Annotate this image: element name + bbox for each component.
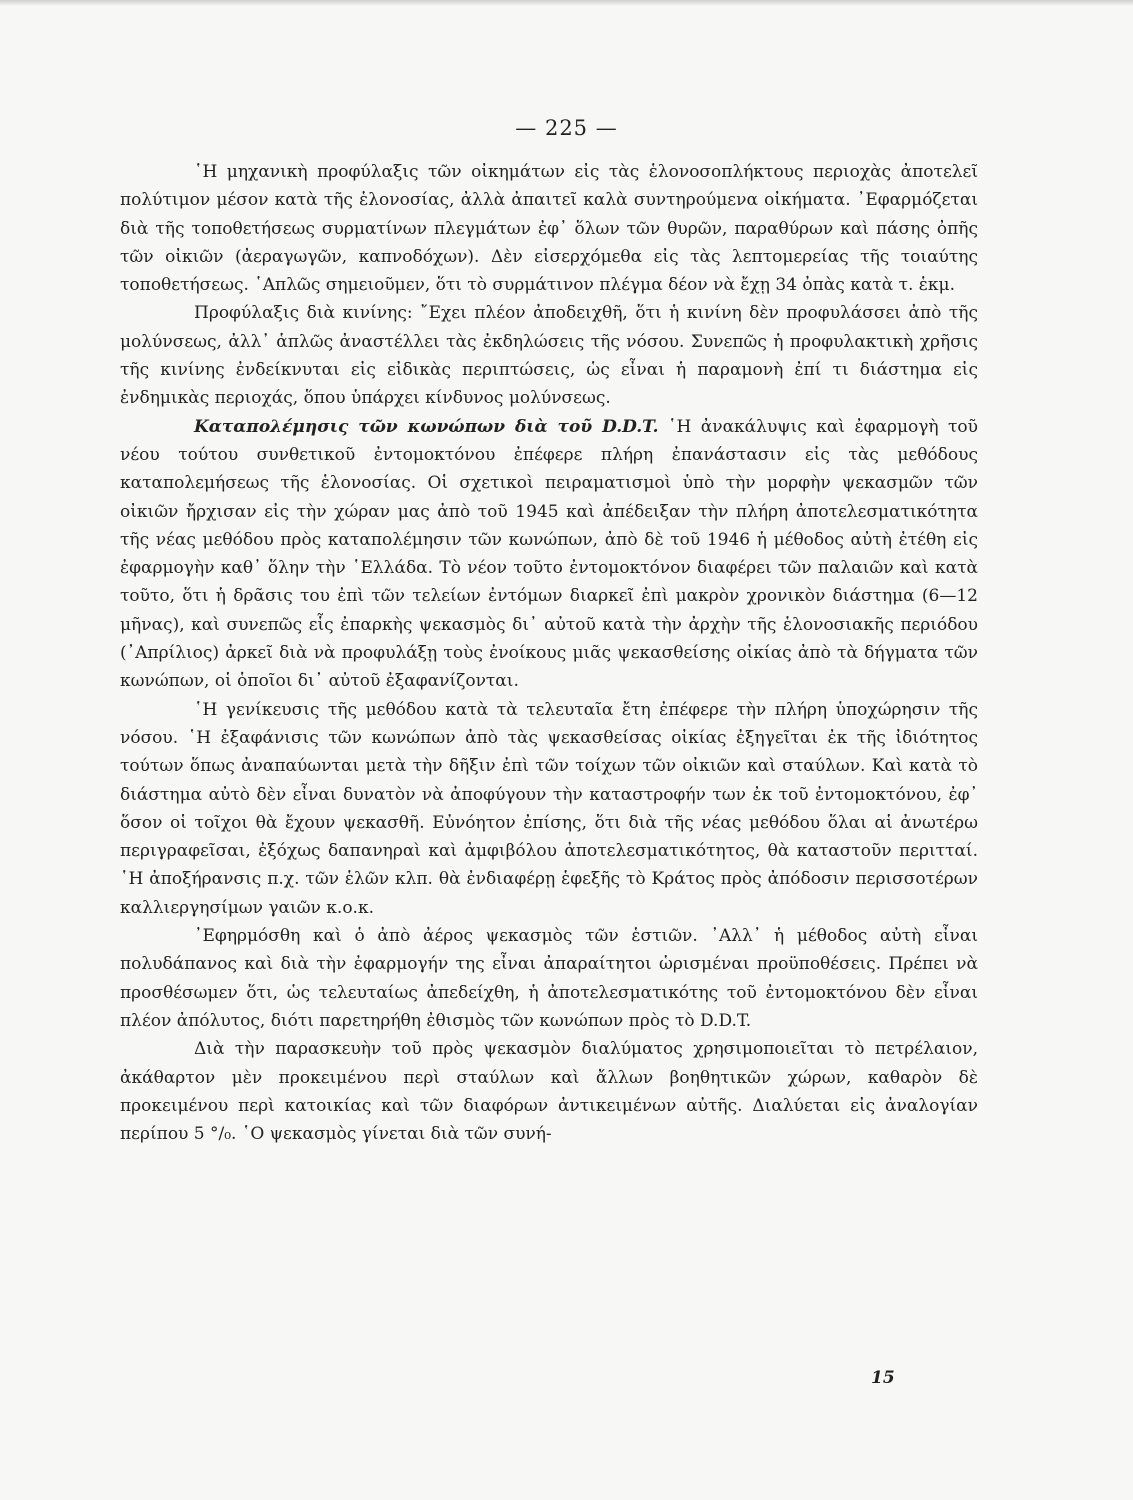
paragraph-quinine-prophylaxis: Προφύλαξις διὰ κινίνης: ῎Εχει πλέον ἀποδειχθῆ, ὅτι ἡ κινίνη δὲν προφυλάσσει ἀπὸ τῆς μολύνσεως, ἀλλ᾿ ἁπλῶς ἀναστέλλει τὰς ἐκδηλώσεις τῆς νόσου. Συνεπῶς ἡ προφυλακτικὴ χρῆσις τῆς κινίνης ἐνδείκνυται εἰς εἰδικὰς περιπτώσεις, ὡς εἶναι ἡ παραμονὴ ἐπί τι διάστημα εἰς ἐνδημικὰς περιοχάς, ὅπου ὑπάρχει κίνδυνος μολύνσεως. <box>120 303 978 409</box>
paragraph-generalization: ῾Η γενίκευσις τῆς μεθόδου κατὰ τὰ τελευταῖα ἔτη ἐπέφερε τὴν πλήρη ὑποχώρησιν τῆς νόσου. ῾Η ἐξαφάνισις τῶν κωνώπων ἀπὸ τὰς ψεκασθείσας οἰκίας ἐξηγεῖται ἐκ τῆς ἰδιότητος τούτων ὅπως ἀναπαύωνται μετὰ τὴν δῆξιν ἐπὶ τῶν τοίχων τῶν οἰκιῶν καὶ σταύλων. Καὶ κατὰ τὸ διάστημα αὐτὸ δὲν εἶναι δυνατὸν νὰ ἀποφύγουν τὴν καταστροφήν των ἐκ τοῦ ἐντομοκτόνου, ἐφ᾿ ὅσον οἱ τοῖχοι θὰ ἔχουν ψεκασθῆ. Εὐνόητον ἐπίσης, ὅτι διὰ τῆς νέας μεθόδου ὅλαι αἱ ἀνωτέρω περιγραφεῖσαι, ἐξόχως δαπανηραὶ καὶ ἀμφιβόλου ἀποτελεσματικότητος, θὰ καταστοῦν περιτταί. ῾Η ἀποξήρανσις π.χ. τῶν ἑλῶν κλπ. θὰ ἐνδιαφέρῃ ἑφεξῆς τὸ Κράτος πρὸς ἀπόδοσιν περισσοτέρων καλλιεργησίμων γαιῶν κ.ο.κ. <box>120 699 978 918</box>
page-number: — 225 — <box>515 116 618 140</box>
paragraph-mechanical-protection: ῾Η μηχανικὴ προφύλαξις τῶν οἰκημάτων εἰς τὰς ἑλονοσοπλήκτους περιοχὰς ἀποτελεῖ πολύτιμον μέσον κατὰ τῆς ἑλονοσίας, ἀλλὰ ἀπαιτεῖ καλὰ συντηρούμενα οἰκήματα. ᾿Εφαρμόζεται διὰ τῆς τοποθετήσεως συρματίνων πλεγμάτων ἐφ᾿ ὅλων τῶν θυρῶν, παραθύρων καὶ πάσης ὀπῆς τῶν οἰκιῶν (ἀεραγωγῶν, καπνοδόχων). Δὲν εἰσερχόμεθα εἰς τὰς λεπτομερείας τῆς τοιαύτης τοποθετήσεως. ῾Απλῶς σημειοῦμεν, ὅτι τὸ συρμάτινον πλέγμα δέον νὰ ἔχῃ 34 ὀπὰς κατὰ τ. ἑκμ. <box>120 162 978 296</box>
signature-mark: 15 <box>871 1368 895 1388</box>
scan-edge-shadow <box>0 0 1133 6</box>
paragraph-solution-preparation: Διὰ τὴν παρασκευὴν τοῦ πρὸς ψεκασμὸν διαλύματος χρησιμοποιεῖται τὸ πετρέλαιον, ἀκάθαρτον μὲν προκειμένου περὶ σταύλων καὶ ἄλλων βοηθητικῶν χώρων, καθαρὸν δὲ προκειμένου περὶ κατοικίας καὶ τῶν διαφόρων ἀντικειμένων αὐτῆς. Διαλύεται εἰς ἀναλογίαν περίπου 5 °/₀. ῾Ο ψεκασμὸς γίνεται διὰ τῶν συνή- <box>120 1039 978 1145</box>
paragraph-aerial-spraying: ᾿Εφηρμόσθη καὶ ὁ ἀπὸ ἀέρος ψεκασμὸς τῶν ἑστιῶν. ᾿Αλλ᾿ ἡ μέθοδος αὐτὴ εἶναι πολυδάπανος καὶ διὰ τὴν ἐφαρμογήν της εἶναι ἀπαραίτητοι ὡρισμέναι προϋποθέσεις. Πρέπει νὰ προσθέσωμεν ὅτι, ὡς τελευταίως ἀπεδείχθη, ἡ ἀποτελεσματικότης τοῦ ἐντομοκτόνου δὲν εἶναι πλέον ἀπόλυτος, διότι παρετηρήθη ἐθισμὸς τῶν κωνώπων πρὸς τὸ D.D.T. <box>120 926 978 1031</box>
paragraph-ddt-text: ῾Η ἀνακάλυψις καὶ ἐφαρμογὴ τοῦ νέου τούτου συνθετικοῦ ἐντομοκτόνου ἐπέφερε πλήρη ἐπανάστασιν εἰς τὰς μεθόδους καταπολεμήσεως τῆς ἑλονοσίας. Οἱ σχετικοὶ πειραματισμοὶ ὑπὸ τὴν μορφὴν ψεκασμῶν τῶν οἰκιῶν ἤρχισαν εἰς τὴν χώραν μας ἀπὸ τοῦ 1945 καὶ ἀπέδειξαν τὴν πλήρη ἀποτελεσματικότητα τῆς νέας μεθόδου πρὸς καταπολέμησιν τῶν κωνώπων, ἀπὸ δὲ τοῦ 1946 ἡ μέθοδος αὐτὴ ἐτέθη εἰς ἐφαρμογὴν καθ᾿ ὅλην τὴν ῾Ελλάδα. Τὸ νέον τοῦτο ἐντομοκτόνον διαφέρει τῶν παλαιῶν καὶ κατὰ τοῦτο, ὅτι ἡ δρᾶσις του ἐπὶ τῶν τελείων ἐντόμων διαρκεῖ ἐπὶ μακρὸν χρονικὸν διάστημα (6—12 μῆνας), καὶ συνεπῶς εἷς ἐπαρκὴς ψεκασμὸς δι᾿ αὐτοῦ κατὰ τὴν ἀρχὴν τῆς ἑλονοσιακῆς περιόδου (᾿Απρίλιος) ἀρκεῖ διὰ νὰ προφυλάξῃ τοὺς ἐνοίκους μιᾶς ψεκασθείσης οἰκίας ἀπὸ τὰ δήγματα τῶν κωνώπων, οἱ ὁποῖοι δι᾿ αὐτοῦ ἐξαφανίζονται. <box>120 416 978 692</box>
body-text <box>120 158 978 1148</box>
section-heading-ddt: Καταπολέμησις τῶν κωνώπων διὰ τοῦ D.D.T. <box>194 416 659 437</box>
paragraph-ddt <box>120 413 978 696</box>
